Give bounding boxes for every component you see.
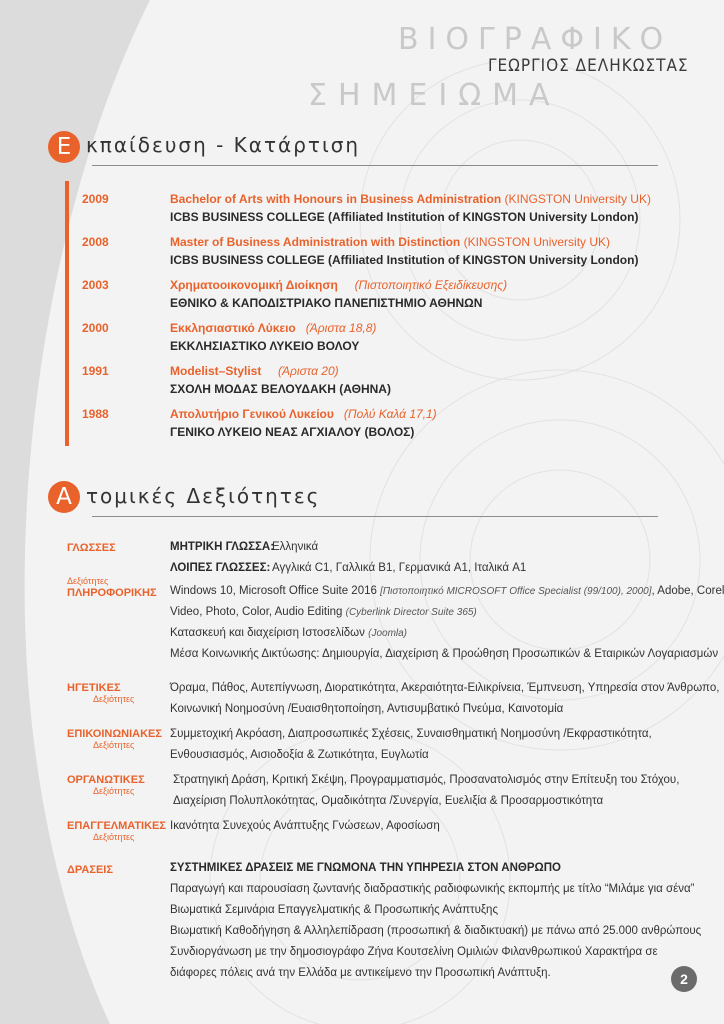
- native-language-label: ΜΗΤΡΙΚΗ ΓΛΩΣΣΑ:: [170, 541, 275, 553]
- actions-line: Βιωματικά Σεμινάρια Επαγγελματικής & Προσωπικής Ανάπτυξης: [170, 904, 498, 916]
- organizational-label: ΟΡΓΑΝΩΤΙΚΕΣ: [67, 774, 145, 786]
- organizational-sublabel: Δεξιότητες: [93, 786, 135, 796]
- education-title: Modelist–Stylist: [170, 364, 262, 378]
- education-year: 2000: [82, 321, 109, 335]
- organizational-skills-block: [173, 770, 679, 812]
- computer-line: Video, Photo, Color, Audio Editing: [170, 606, 346, 618]
- page-number-badge: 2: [671, 966, 697, 992]
- computer-skills-block: [170, 581, 724, 665]
- education-institution: ΓΕΝΙΚΟ ΛΥΚΕΙΟ ΝΕΑΣ ΑΓΧΙΑΛΟΥ (ΒΟΛΟΣ): [170, 425, 415, 439]
- organizational-line: Διαχείριση Πολυπλοκότητας, Ομαδικότητα /Συνεργία, Ευελιξία & Προσαρμοστικότητα: [173, 795, 604, 807]
- education-institution: ΕΘΝΙΚΟ & ΚΑΠΟΔΙΣΤΡΙΑΚΟ ΠΑΝΕΠΙΣΤΗΜΙΟ ΑΘΗΝΩΝ: [170, 296, 483, 310]
- computer-line: Windows 10, Microsoft Office Suite 2016: [170, 585, 381, 597]
- education-entry: [170, 190, 651, 226]
- education-title: Χρηματοοικονομική Διοίκηση: [170, 278, 338, 292]
- person-name: ΓΕΩΡΓΙΟΣ ΔΕΛΗΚΩΣΤΑΣ: [488, 56, 689, 76]
- communication-label: ΕΠΙΚΟΙΝΩΝΙΑΚΕΣ: [67, 728, 162, 740]
- education-entry: [170, 362, 391, 398]
- skills-divider: [92, 516, 658, 517]
- education-divider: [92, 165, 658, 166]
- education-institution: ICBS BUSINESS COLLEGE (Affiliated Institution of KINGSTON University London): [170, 210, 639, 224]
- computer-note: (Joomla): [368, 628, 408, 639]
- education-timeline-bar: [65, 181, 69, 446]
- education-title: Απολυτήριο Γενικού Λυκείου: [170, 407, 334, 421]
- education-year: 2008: [82, 235, 109, 249]
- actions-heading: ΣΥΣΤΗΜΙΚΕΣ ΔΡΑΣΕΙΣ ΜΕ ΓΝΩΜΟΝΑ ΤΗΝ ΥΠΗΡΕΣΙΑ ΣΤΟΝ ΑΝΘΡΩΠΟ: [170, 862, 561, 874]
- skills-section-title: τομικές Δεξιότητες: [86, 484, 321, 508]
- leadership-skills-block: [170, 678, 719, 720]
- professional-skills-block: [170, 816, 440, 837]
- computer-label: ΠΛΗΡΟΦΟΡΙΚΗΣ: [67, 587, 157, 599]
- computer-line: , Adobe, Corel: [651, 585, 724, 597]
- education-institution: ICBS BUSINESS COLLEGE (Affiliated Institution of KINGSTON University London): [170, 253, 639, 267]
- computer-line: Μέσα Κοινωνικής Δικτύωσης: Δημιουργία, Διαχείριση & Προώθηση Προσωπικών & Εταιρικών Λογαριασμών: [170, 648, 719, 660]
- actions-line: διάφορες πόλεις ανά την Ελλάδα με αντικείμενο την Προσωπική Ανάπτυξη.: [170, 967, 551, 979]
- education-note: (KINGSTON University UK): [501, 192, 651, 206]
- skills-section-icon: Α: [48, 481, 80, 513]
- education-entry: [170, 233, 638, 269]
- education-section-title: κπαίδευση - Κατάρτιση: [86, 133, 361, 157]
- languages-label: ΓΛΩΣΣΕΣ: [67, 542, 116, 554]
- native-language-value: Ελληνικά: [272, 541, 319, 553]
- education-section-icon: Ε: [48, 131, 80, 163]
- education-note: (Πολύ Καλά 17,1): [343, 407, 437, 421]
- education-year: 1991: [82, 364, 109, 378]
- actions-line: Συνδιοργάνωση με την δημοσιογράφο Ζήνα Κουτσελίνη Ομιλιών Φιλανθρωπικού Χαρακτήρα σε: [170, 946, 658, 958]
- education-year: 1988: [82, 407, 109, 421]
- organizational-line: Στρατηγική Δράση, Κριτική Σκέψη, Προγραμματισμός, Προσανατολισμός στην Επίτευξη του Στόχου,: [173, 774, 680, 786]
- education-note: (KINGSTON University UK): [460, 235, 611, 249]
- education-note: (Άριστα 18,8): [305, 321, 377, 335]
- education-note: (Πιστοποιητικό Εξειδίκευσης): [354, 278, 508, 292]
- header-title-line1: ΒΙΟΓΡΑΦΙΚΟ: [398, 22, 673, 57]
- header-title-line2: ΣΗΜΕΙΩΜΑ: [308, 78, 561, 113]
- computer-note: [Πιστοποιητικό MICROSOFT Office Specialist (99/100), 2000]: [380, 586, 652, 597]
- leadership-line: Όραμα, Πάθος, Αυτεπίγνωση, Διορατικότητα, Ακεραιότητα-Ειλικρίνεια, Έμπνευση, Υπηρεσία στον Άνθρωπο,: [170, 682, 720, 694]
- education-entry: [170, 319, 376, 355]
- professional-label: ΕΠΑΓΓΕΛΜΑΤΙΚΕΣ: [67, 820, 166, 832]
- actions-line: Βιωματική Καθοδήγηση & Αλληλεπίδραση (προσωπική & διαδικτυακή) με πάνω από 25.000 ανθρώπους: [170, 925, 702, 937]
- languages-block: [170, 537, 526, 579]
- leadership-line: Κοινωνική Νοημοσύνη /Ευαισθητοποίηση, Αντισυμβατικό Πνεύμα, Καινοτομία: [170, 703, 564, 715]
- actions-line: Παραγωγή και παρουσίαση ζωντανής διαδραστικής ραδιοφωνικής εκπομπής με τίτλο “Μιλάμε για σένα”: [170, 883, 695, 895]
- education-year: 2009: [82, 192, 109, 206]
- professional-line: Ικανότητα Συνεχούς Ανάπτυξης Γνώσεων, Αφοσίωση: [170, 820, 440, 832]
- education-year: 2003: [82, 278, 109, 292]
- education-title: Bachelor of Arts with Honours in Business Administration: [170, 192, 502, 206]
- actions-block: [170, 858, 701, 984]
- communication-line: Συμμετοχική Ακρόαση, Διαπροσωπικές Σχέσεις, Συναισθηματική Νοημοσύνη /Εκφραστικότητα,: [170, 728, 652, 740]
- computer-sublabel: Δεξιότητες: [67, 576, 109, 586]
- other-languages-label: ΛΟΙΠΕΣ ΓΛΩΣΣΕΣ:: [170, 562, 271, 574]
- education-institution: ΕΚΚΛΗΣΙΑΣΤΙΚΟ ΛΥΚΕΙΟ ΒΟΛΟΥ: [170, 339, 360, 353]
- computer-note: (Cyberlink Director Suite 365): [345, 607, 477, 618]
- communication-skills-block: [170, 724, 652, 766]
- other-languages-value: Αγγλικά C1, Γαλλικά B1, Γερμανικά A1, Ιταλικά A1: [272, 562, 527, 574]
- leadership-sublabel: Δεξιότητες: [93, 694, 135, 704]
- education-note: (Άριστα 20): [278, 364, 339, 378]
- education-institution: ΣΧΟΛΗ ΜΟΔΑΣ ΒΕΛΟΥΔΑΚΗ (ΑΘΗΝΑ): [170, 382, 391, 396]
- education-entry: [170, 405, 437, 441]
- education-entry: [170, 276, 507, 312]
- actions-label: ΔΡΑΣΕΙΣ: [67, 864, 113, 876]
- computer-line: Κατασκευή και διαχείριση Ιστοσελίδων: [170, 627, 369, 639]
- communication-sublabel: Δεξιότητες: [93, 740, 135, 750]
- education-title: Master of Business Administration with Distinction: [170, 235, 461, 249]
- communication-line: Ενθουσιασμός, Αισιοδοξία & Ζωτικότητα, Ευγλωτία: [170, 749, 429, 761]
- leadership-label: ΗΓΕΤΙΚΕΣ: [67, 682, 121, 694]
- education-title: Εκκλησιαστικό Λύκειο: [170, 321, 296, 335]
- professional-sublabel: Δεξιότητες: [93, 832, 135, 842]
